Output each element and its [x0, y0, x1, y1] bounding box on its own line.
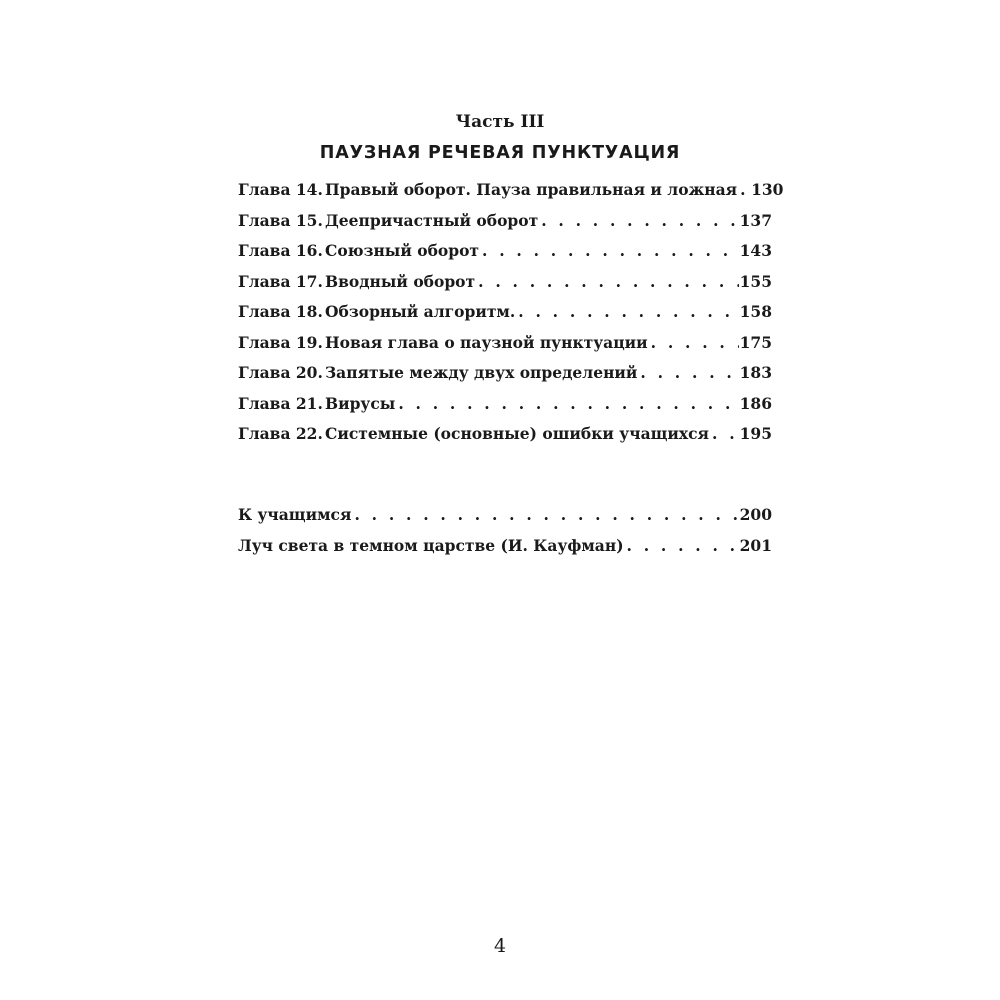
page-ref: 143	[739, 241, 772, 260]
toc-entry[interactable]	[238, 531, 772, 562]
page-number: 4	[493, 935, 507, 957]
chapter-title: Вирусы	[325, 393, 396, 413]
toc-entry[interactable]	[238, 175, 784, 206]
dot-leader	[627, 531, 739, 562]
chapter-title: Деепричастный оборот	[325, 210, 539, 230]
dot-leader	[640, 358, 738, 389]
page-ref: 195	[739, 424, 772, 443]
table-of-contents	[238, 175, 784, 450]
toc-entry[interactable]	[238, 297, 772, 328]
dot-leader	[398, 389, 738, 420]
toc-entry[interactable]	[238, 358, 772, 389]
chapter-number: Глава 19.	[238, 332, 323, 352]
section-title: Луч света в темном царстве (И. Кауфман)	[238, 535, 624, 555]
page-ref: 155	[739, 271, 772, 291]
toc-entry[interactable]	[238, 419, 772, 450]
page-ref: 186	[739, 393, 772, 413]
page-ref: 200	[739, 505, 772, 524]
toc-entry[interactable]	[238, 206, 772, 237]
toc-entry[interactable]	[238, 500, 772, 531]
page-ref: 175	[739, 332, 772, 352]
toc-entry[interactable]	[238, 236, 772, 267]
dot-leader	[354, 500, 738, 531]
chapter-number: Глава 22.	[238, 424, 323, 443]
page-ref: 130	[751, 180, 784, 199]
dot-leader	[482, 236, 739, 267]
chapter-title: Запятые между двух определений	[325, 363, 638, 382]
page-ref: 137	[739, 210, 772, 230]
part-label: Часть III	[455, 112, 545, 132]
chapter-title: Обзорный алгоритм.	[325, 302, 516, 321]
chapter-number: Глава 14.	[238, 180, 323, 199]
chapter-number: Глава 17.	[238, 271, 323, 291]
chapter-title: Вводный оборот	[325, 271, 476, 291]
toc-entry[interactable]	[238, 267, 772, 298]
dot-leader	[478, 267, 739, 298]
dot-leader	[712, 419, 739, 450]
chapter-title: Правый оборот. Пауза правильная и ложная	[325, 180, 738, 199]
dot-leader	[740, 175, 750, 206]
part-title: ПАУЗНАЯ РЕЧЕВАЯ ПУНКТУАЦИЯ	[319, 143, 681, 163]
chapter-title: Системные (основные) ошибки учащихся	[325, 424, 710, 443]
chapter-title: Союзный оборот	[325, 241, 480, 260]
dot-leader	[541, 206, 738, 237]
chapter-title: Новая глава о паузной пунктуации	[325, 332, 648, 352]
chapter-number: Глава 18.	[238, 302, 323, 321]
page-ref: 183	[739, 363, 772, 382]
page-ref: 201	[739, 535, 772, 555]
chapter-number: Глава 21.	[238, 393, 323, 413]
dot-leader	[518, 297, 738, 328]
toc-entry[interactable]	[238, 328, 772, 359]
page-ref: 158	[739, 302, 772, 321]
chapter-number: Глава 15.	[238, 210, 323, 230]
toc-entry[interactable]	[238, 389, 772, 420]
table-of-contents-extras	[238, 500, 772, 561]
section-title: К учащимся	[238, 505, 352, 524]
chapter-number: Глава 20.	[238, 363, 323, 382]
chapter-number: Глава 16.	[238, 241, 323, 260]
dot-leader	[651, 328, 739, 359]
